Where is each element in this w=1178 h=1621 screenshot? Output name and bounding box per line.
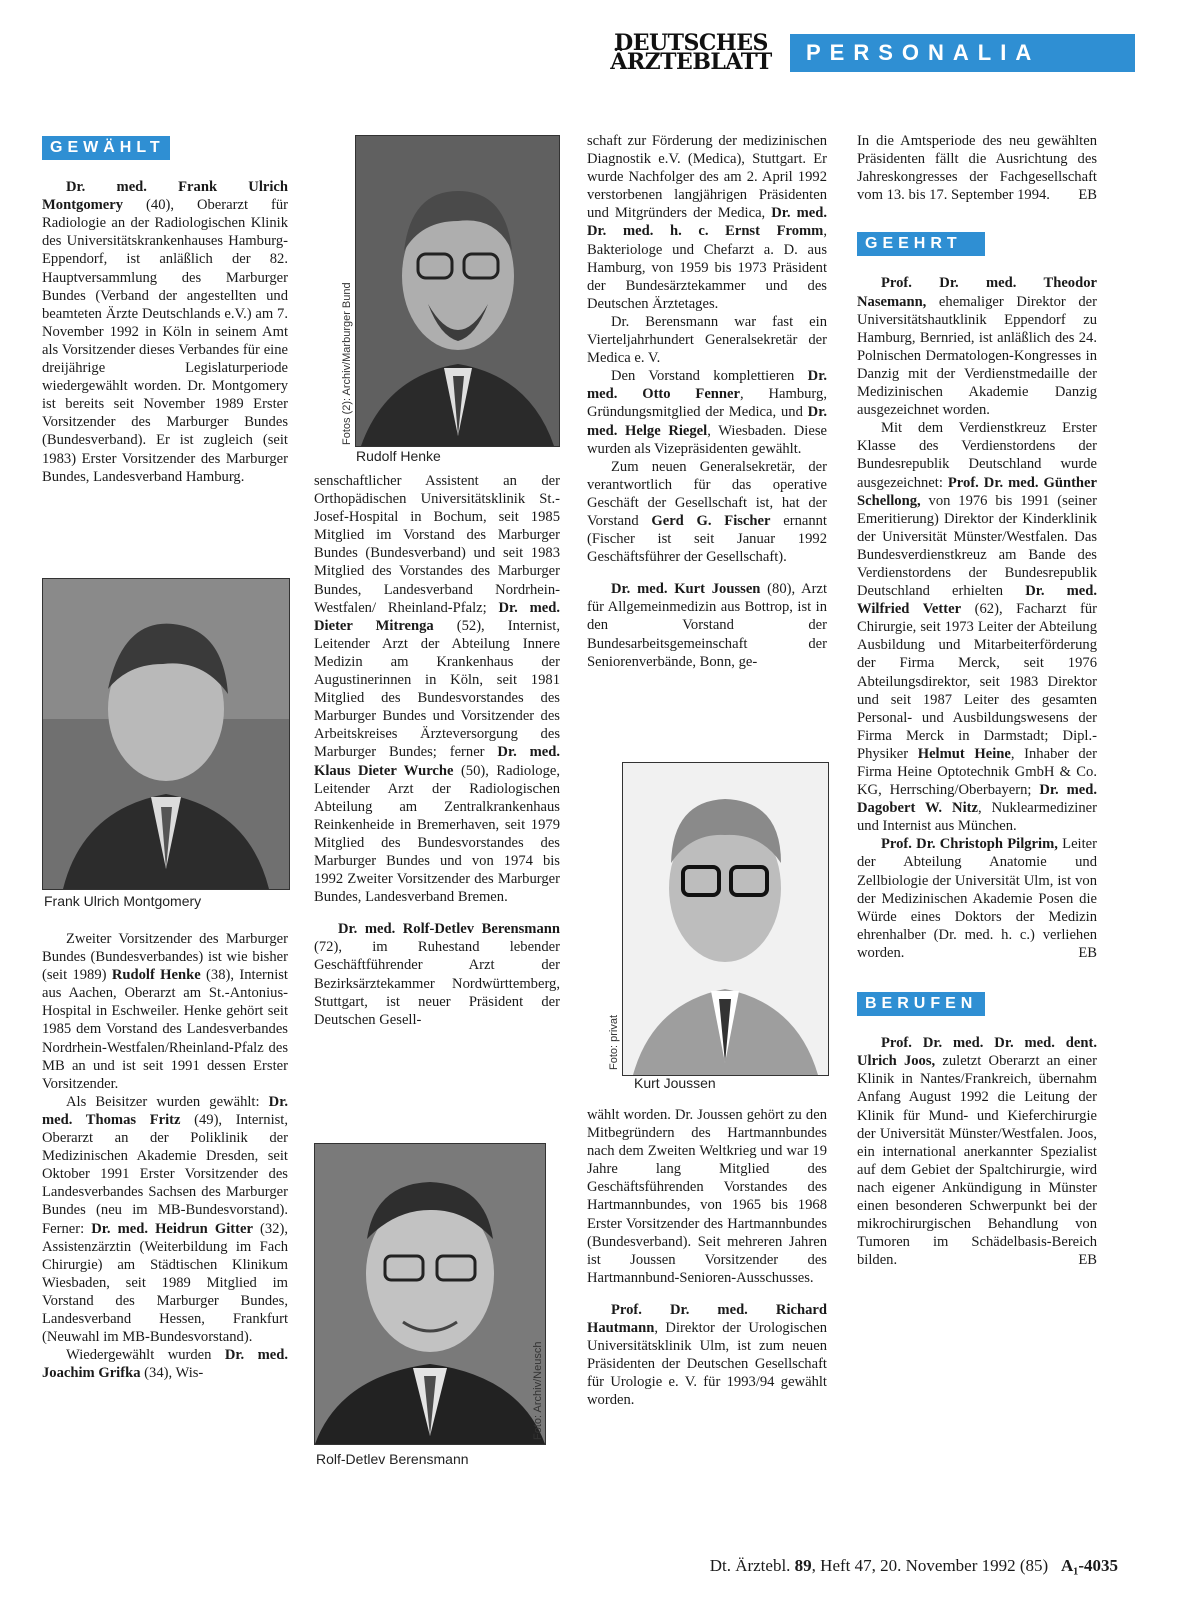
author-signoff: EB: [1078, 187, 1097, 204]
article-paragraph: wählt worden. Dr. Joussen gehört zu den Mitbegründern des Hartmannbundes nach dem Zweiten Weltkrieg und war 19 Jahre lang Mitglied des Geschäftsführenden Vorstandes des Hartmannbundes, von 1965 bis 1968 Erster Vorsitzender des Hartmannbundes (Bundesverband). Seit mehreren Jahren ist Joussen Vorsitzender des Hartmannbund-Senioren-Ausschusses.: [587, 1107, 827, 1286]
photo-credit-henke: Fotos (2): Archiv/Marburger Bund: [341, 282, 353, 445]
article-paragraph: Mit dem Verdienstkreuz Erster Klasse des Verdienstordens der Bundesrepublik Deutschland wurde ausgezeichnet: Prof. Dr. med. Günther Schellong, von 1976 bis 1991 (seiner Emeritierung) Direktor der Kinderklinik der Universität Münster/Westfalen. Das Bundesverdienstkreuz am Bande des Verdienstordens der Bundesrepublik Deutschland erhielten Dr. med. Wilfried Vetter (62), Facharzt für Chirurgie, seit 1973 Leiter der Abteilung Ausbildung und Mitarbeiterförderung der Firma Merck, seit 1976 Abteilungsdirektor, seit 1983 Direktor und seit 1987 Leiter des gesamten Personal- und Ausbildungswesens der Firma Merck in Darmstadt; Dipl.-Physiker Helmut Heine, Inhaber der Firma Heine Optotechnik GmbH & Co. KG, Herrsching/Oberbayern; Dr. med. Dagobert W. Nitz, Nuklearmediziner und Internist aus München.: [857, 420, 1098, 835]
article-paragraph: Dr. Berensmann war fast ein Vierteljahrhundert Generalsekretär der Medica e. V.: [587, 313, 827, 367]
section-tag-geehrt: GEEHRT: [857, 232, 985, 256]
portrait-berensmann-image: [315, 1144, 545, 1444]
author-signoff: EB: [1078, 1252, 1097, 1269]
journal-logo: [606, 30, 776, 75]
article-paragraph: senschaftlicher Assistent an der Orthopädischen Universitätsklinik St.-Josef-Hospital in Bochum, seit 1985 Mitglied im Vorstand des Marburger Bundes (Bundesverband) und seit 1983 Mitglied des Vorstandes des Marburger Bundes, Landesverband Nordrhein-Westfalen/ Rheinland-Pfalz; Dr. med. Dieter Mitrenga (52), Internist, Leitender Arzt der Abteilung Innere Medizin am Krankenhaus der Augustinerinnen in Köln, seit 1981 Mitglied des Bundesvorstandes des Marburger Bundes und Vorsitzender des Arbeitskreises Ärzteversorgung des Marburger Bundes; ferner Dr. med. Klaus Dieter Wurche (50), Radiologe, Leitender Arzt der Radiologischen Abteilung am Zentralkrankenhaus Reinkenheide in Bremerhaven, seit 1979 Mitglied des Bundesvorstandes des Marburger Bundes und von 1974 bis 1992 Zweiter Vorsitzender des Marburger Bundes, Landesverband Bremen.: [314, 473, 560, 906]
photo-credit-berensmann: Foto: Archiv/Neusch: [532, 1341, 544, 1440]
article-paragraph: Prof. Dr. med. Theodor Nasemann, ehemaliger Direktor der Universitätshautklinik Eppendorf zu Hamburg, Bernried, ist anläßlich des 24. Polnischen Dermatologen-Kongresses in Danzig mit der Verdienstmedaille der Medizinischen Akademie Danzig ausgezeichnet worden.: [857, 275, 1097, 419]
article-paragraph: Den Vorstand komplettieren Dr. med. Otto Fenner, Hamburg, Gründungsmitglied der Medica, und Dr. med. Helge Riegel, Wiesbaden. Diese wurden als Vizepräsidenten gewählt.: [587, 368, 827, 457]
article-paragraph: Prof. Dr. Christoph Pilgrim, Leiter der Abteilung Anatomie und Zellbiologie der Universität Ulm, ist von der Medizinischen Akademie Posen die Würde eines Doktors der Medizin ehrenhalber (Dr. med. h. c.) verliehen worden. EB: [857, 836, 1097, 961]
column-4: [857, 132, 1097, 1269]
page-number: A₁-4035: [1060, 1556, 1118, 1575]
article-paragraph: schaft zur Förderung der medizinischen Diagnostik e.V. (Medica), Stuttgart. Er wurde Nachfolger des am 2. April 1992 verstorbenen langjährigen Präsidenten und Mitgründers der Medica, Dr. med. Dr. med. h. c. Ernst Fromm, Bakteriologe und Chefarzt a. D. aus Hamburg, von 1959 bis 1973 Präsident der Bundesärztekammer und des Deutschen Ärztetages.: [587, 133, 827, 312]
section-tag-gewaehlt: GEWÄHLT: [42, 136, 170, 160]
article-paragraph: Prof. Dr. med. Dr. med. dent. Ulrich Joos, zuletzt Oberarzt an einer Klinik in Nantes/Frankreich, übernahm Anfang August 1992 die Leitung der Klinik für Mund- und Kieferchirurgie der Universität Münster/Westfalen. Joos, ein international anerkannter Spezialist auf dem Gebiet der Spaltchirurgie, wird nach eigener Ankündigung in Münster einen besonderen Schwerpunkt bei der mikrochirurgischen Behandlung von Tumoren im Schädelbasis-Bereich bilden. EB: [857, 1035, 1097, 1269]
portrait-joussen: [622, 762, 829, 1076]
caption-henke: Rudolf Henke: [356, 448, 441, 464]
caption-montgomery: Frank Ulrich Montgomery: [44, 893, 202, 909]
portrait-henke-image: [356, 136, 559, 446]
column-1-continued: [42, 930, 288, 1382]
portrait-berensmann: [314, 1143, 546, 1445]
photo-credit-joussen: Foto: privat: [608, 1014, 620, 1070]
page-footer: Dt. Ärztebl. 89, Heft 47, 20. November 1992 (85) A₁-4035: [709, 1556, 1118, 1575]
caption-berensmann: Rolf-Detlev Berensmann: [316, 1451, 469, 1467]
logo-line-2: ÄRZTEBLATT: [610, 49, 772, 75]
portrait-henke: [355, 135, 560, 447]
article-paragraph: Prof. Dr. med. Richard Hautmann, Direktor der Urologischen Universitätsklinik Ulm, ist zum neuen Präsidenten der Deutschen Gesellschaft für Urologie e. V. für 1993/94 gewählt worden.: [587, 1301, 827, 1409]
column-2: [314, 472, 560, 1029]
column-3-continued: [587, 1106, 827, 1410]
logo-line-1: DEUTSCHES: [614, 30, 768, 56]
column-3: [587, 132, 827, 671]
author-signoff: EB: [1078, 944, 1097, 961]
caption-joussen: Kurt Joussen: [634, 1075, 716, 1091]
portrait-joussen-image: [623, 763, 828, 1075]
article-paragraph: Zum neuen Generalsekretär, der verantwortlich für das operative Geschäft der Gesellschaft ist, hat der Vorstand Gerd G. Fischer ernannt (Fischer ist seit Januar 1992 Geschäftsführer der Gesellschaft).: [587, 458, 827, 566]
section-banner: PERSONALIA: [790, 34, 1135, 72]
article-paragraph: Dr. med. Frank Ulrich Montgomery (40), Oberarzt für Radiologie an der Radiologischen Klinik des Universitätskrankenhauses Hamburg-Eppendorf, ist anläßlich der 82. Hauptversammlung des Marburger Bundes (Verband der angestellten und beamteten Ärzte Deutschlands e.V.) am 7. November 1992 in Köln in seinem Amt als Vorsitzender dieses Verbandes für eine dreijährige Legislaturperiode wiedergewählt worden. Dr. Montgomery ist bereits seit November 1989 Erster Vorsitzender des Marburger Bundes (Bundesverband). Er ist zugleich (seit 1983) Erster Vorsitzender des Marburger Bundes, Landesverband Hamburg.: [42, 179, 288, 485]
article-paragraph: Wiedergewählt wurden Dr. med. Joachim Grifka (34), Wis-: [42, 1347, 289, 1382]
column-1: [42, 136, 288, 486]
article-paragraph: Dr. med. Kurt Joussen (80), Arzt für Allgemeinmedizin aus Bottrop, ist in den Vorstand der Bundesarbeitsgemeinschaft der Seniorenverbände, Bonn, ge-: [587, 581, 827, 670]
portrait-montgomery-image: [43, 579, 289, 889]
portrait-montgomery: [42, 578, 290, 890]
article-paragraph: Zweiter Vorsitzender des Marburger Bundes (Bundesverbandes) ist wie bisher (seit 1989) Rudolf Henke (38), Internist aus Aachen, Oberarzt am St.-Antonius-Hospital in Eschweiler. Henke gehört seit 1985 dem Vorstand des Landesverbandes Nordrhein-Westfalen/Rheinland-Pfalz des MB an und ist seit 1991 dessen Erster Vorsitzender.: [42, 931, 288, 1092]
article-paragraph: Als Beisitzer wurden gewählt: Dr. med. Thomas Fritz (49), Internist, Oberarzt an der Poliklinik der Medizinischen Akademie Dresden, seit Oktober 1991 Erster Vorsitzender des Landesverbandes Sachsen des Marburger Bundes (neu im MB-Bundesvorstand). Ferner: Dr. med. Heidrun Gitter (32), Assistenzärztin (Weiterbildung im Fach Chirurgie) am Städtischen Klinikum Wiesbaden, seit 1989 Mitglied im Vorstand des Marburger Bundes, Landesverband Hessen, Frankfurt (Neuwahl im MB-Bundesvorstand).: [42, 1093, 289, 1346]
article-paragraph: Dr. med. Rolf-Detlev Berensmann (72), im Ruhestand lebender Geschäftführender Arzt der Bezirksärztekammer Nordwürttemberg, Stuttgart, ist neuer Präsident der Deutschen Gesell-: [314, 921, 560, 1028]
section-tag-berufen: BERUFEN: [857, 992, 985, 1016]
article-paragraph: In die Amtsperiode des neu gewählten Präsidenten fällt die Ausrichtung des Jahreskongresses der Fachgesellschaft vom 13. bis 17. September 1994. EB: [857, 133, 1097, 204]
